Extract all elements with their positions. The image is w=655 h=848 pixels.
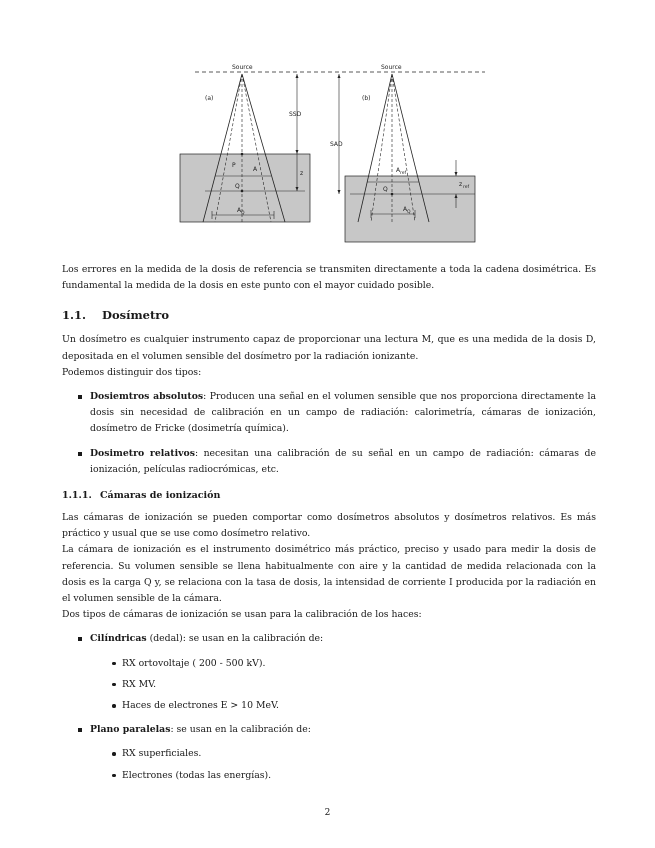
beam-geometry-figure <box>175 58 495 248</box>
sublist-item: Haces de electrones E > 10 MeV. <box>90 698 596 714</box>
document-body <box>62 262 596 792</box>
phantom-b <box>345 176 475 242</box>
sublist-item: RX ortovoltaje ( 200 - 500 kV). <box>90 656 596 672</box>
list-item <box>62 446 596 478</box>
list-item-term: Plano paralelas <box>90 724 171 736</box>
q-b-label: Q <box>383 186 388 193</box>
panel-a-label: (a) <box>205 95 214 102</box>
z-label: z <box>300 170 304 177</box>
subsection-title: Cámaras de ionización <box>100 490 221 502</box>
dosimeter-types-list <box>62 389 596 478</box>
list-item-term: Dosiemtros absolutos <box>90 391 204 403</box>
aq-a-sub: Q <box>241 211 245 216</box>
ssd-label: SSD <box>289 111 302 118</box>
list-item-term: Dosimetro relativos <box>90 447 195 459</box>
point-q-a <box>241 190 244 193</box>
list-item-text: (dedal): se usan en la calibración de: <box>146 633 324 645</box>
list-item-text: : se usan en la calibración de: <box>170 724 311 736</box>
aref-sub: ref <box>400 171 407 176</box>
aq-b-sub: Q <box>407 210 411 215</box>
list-item-text: : Producen una señal en el volumen sensible que nos proporciona directamente la dosis sin necesidad de calibración en un campo de radiación: calorimetría, cámaras de ionización, dosímetro de Fricke (dosimetría química). <box>90 391 597 435</box>
panel-b-label: (b) <box>362 95 371 102</box>
zref-sub: ref <box>463 185 470 190</box>
source-b-label: Source <box>381 64 402 71</box>
a-label: A <box>253 166 258 173</box>
section-paragraph-1: Un dosímetro es cualquier instrumento capaz de proporcionar una lectura M, que es una medida de la dosis D, depositada en el volumen sensible del dosímetro por la radiación ionizante. <box>62 334 596 362</box>
page-number: 2 <box>324 808 331 818</box>
phantom-a <box>180 154 310 222</box>
beam-geometry-diagram <box>175 58 495 248</box>
zref-label: z <box>459 181 463 188</box>
sublist-item: RX MV. <box>90 677 596 693</box>
list-item <box>62 722 596 784</box>
section-number: 1.1. <box>62 308 87 323</box>
aref-label: A <box>396 167 401 174</box>
point-p <box>241 153 244 156</box>
list-item-term: Cilíndricas <box>90 633 147 645</box>
sublist-item: Electrones (todas las energías). <box>90 768 596 784</box>
subsection-number: 1.1.1. <box>62 490 92 502</box>
sad-label: SAD <box>330 141 343 148</box>
list-item <box>62 631 596 714</box>
subsection-heading <box>62 490 596 502</box>
subsection-paragraph-3: Dos tipos de cámaras de ionización se usan para la calibración de los haces: <box>62 609 422 621</box>
aq-a-label: A <box>237 207 242 214</box>
source-a-label: Source <box>232 64 253 71</box>
section-title: Dosímetro <box>102 308 170 323</box>
list-item <box>62 389 596 438</box>
section-heading <box>62 308 596 322</box>
point-q-b <box>391 193 394 196</box>
subsection-paragraph-1: Las cámaras de ionización se pueden comportar como dosímetros absolutos y dosímetros relativos. Es más práctico y usual que se use como dosímetro relativo. <box>62 512 596 540</box>
q-a-label: Q <box>235 183 240 190</box>
p-label: P <box>232 162 236 169</box>
section-paragraph-2: Podemos distinguir dos tipos: <box>62 366 202 378</box>
intro-paragraph: Los errores en la medida de la dosis de referencia se transmiten directamente a toda la cadena dosimétrica. Es fundamental la medida de la dosis en este punto con el mayor cuidado posible. <box>62 264 596 292</box>
sublist <box>90 746 596 783</box>
sublist <box>90 656 596 715</box>
list-item-text: : necesitan una calibración de su señal en un campo de radiación: cámaras de ionización, películas radiocrómicas, etc. <box>90 447 596 475</box>
sublist-item: RX superficiales. <box>90 746 596 762</box>
subsection-paragraph-2: La cámara de ionización es el instrumento dosimétrico más práctico, preciso y usado para medir la dosis de referencia. Su volumen sensible se llena habitualmente con aire y la cantidad de medida relacionada con la dosis es la carga Q y, se relaciona con la tasa de dosis, la intensidad de corriente I producida por la radiación en el volumen sensible de la cámara. <box>62 544 596 605</box>
chamber-types-list <box>62 631 596 783</box>
aq-b-label: A <box>403 206 408 213</box>
